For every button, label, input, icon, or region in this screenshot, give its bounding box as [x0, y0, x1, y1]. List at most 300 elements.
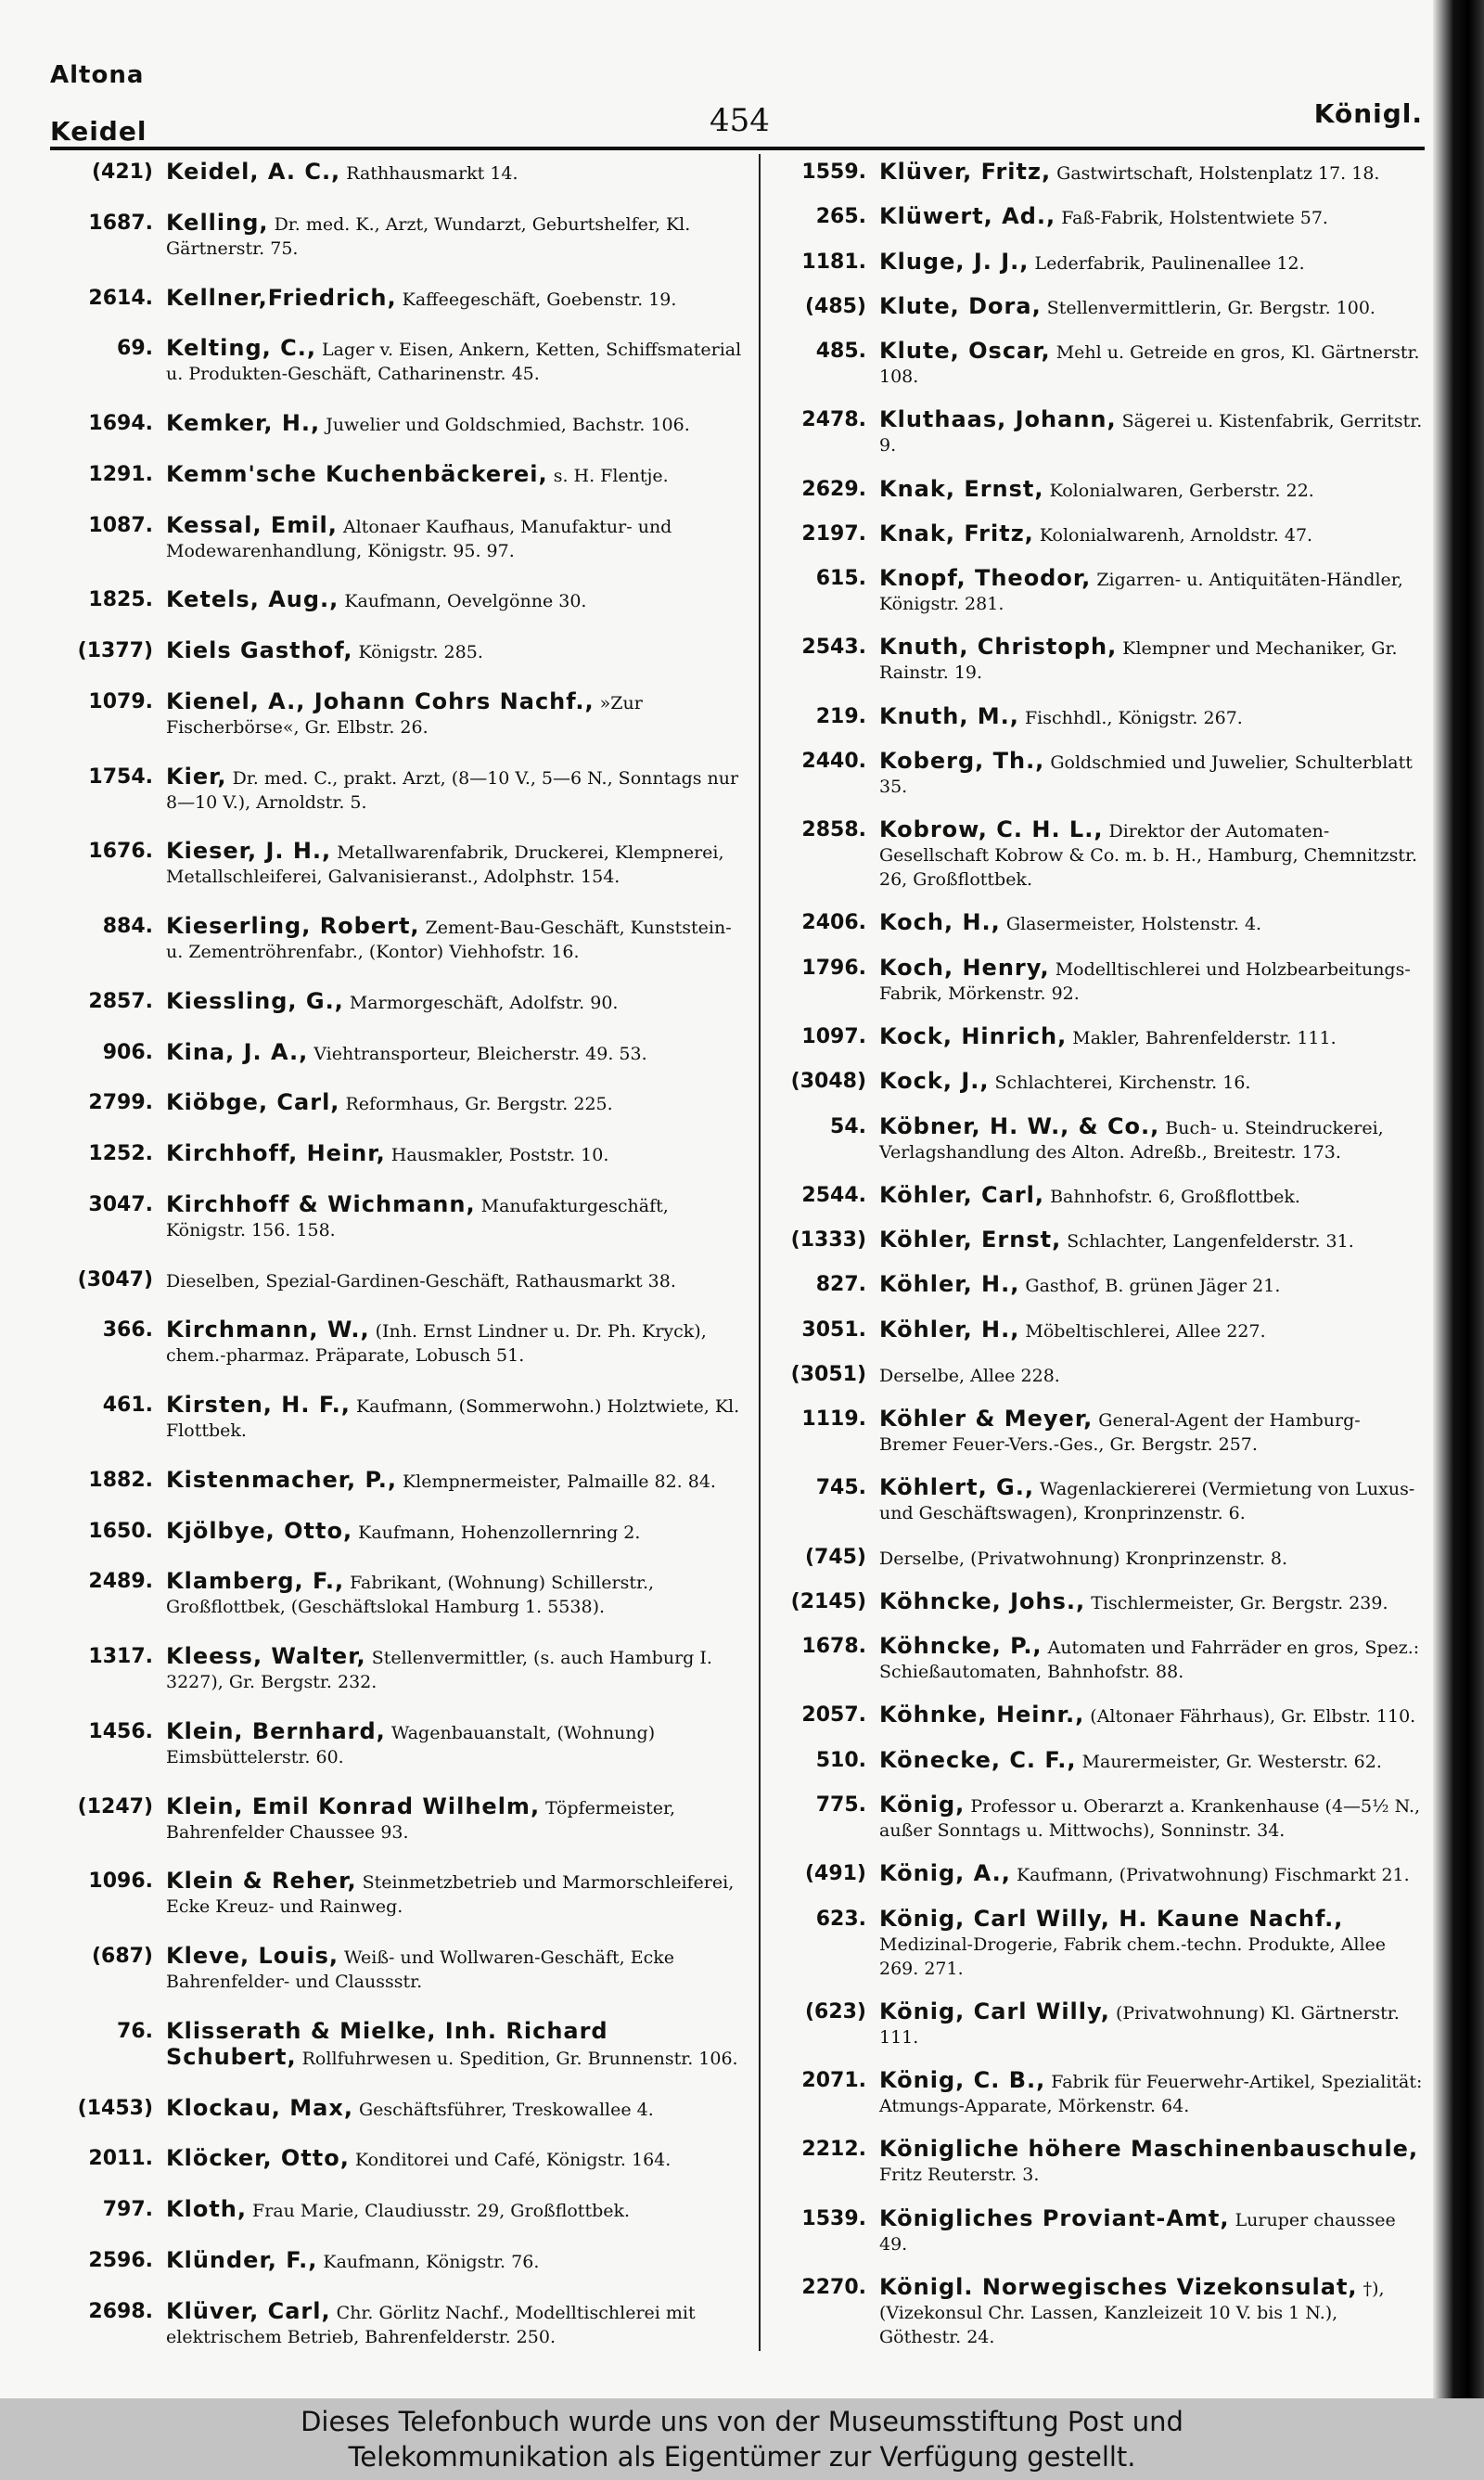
phone-number: 1882.	[88, 1468, 153, 1492]
directory-entry	[28, 989, 742, 1015]
entry-details: Wagenlackiererei (Vermietung von Luxus- und Geschäftswagen), Kronprinzenstr. 6.	[879, 1479, 1415, 1524]
directory-entry	[766, 2137, 1425, 2187]
phone-number: 265.	[815, 205, 866, 229]
entry-details: Kolonialwaren, Gerberstr. 22.	[1049, 480, 1314, 501]
entry-name: Kirchmann, W.,	[166, 1317, 370, 1343]
directory-entry	[766, 477, 1425, 503]
entry-text	[166, 765, 742, 815]
phone-number: 1097.	[801, 1024, 866, 1048]
directory-entry	[28, 286, 742, 312]
phone-number: 485.	[815, 340, 866, 364]
phone-number: 2071.	[801, 2069, 866, 2093]
entry-text	[879, 477, 1425, 503]
entry-details: Altonaer Kaufhaus, Manufaktur- und Modewarenhandlung, Königstr. 95. 97.	[166, 516, 672, 561]
entry-details: (Inh. Ernst Lindner u. Dr. Ph. Kryck), chem.-pharmaz. Präparate, Lobusch 51.	[166, 1321, 707, 1367]
directory-entry	[766, 160, 1425, 186]
entry-details: s. H. Flentje.	[553, 465, 669, 486]
directory-entry	[28, 336, 742, 386]
phone-number: (3051)	[790, 1362, 866, 1386]
phone-number: 1291.	[88, 462, 153, 486]
entry-details: Kaufmann, (Privatwohnung) Fischmarkt 21.	[1016, 1865, 1410, 1886]
entry-text	[166, 1141, 742, 1167]
entry-name: Klockau, Max,	[166, 2094, 353, 2121]
phone-number: 2212.	[801, 2138, 866, 2162]
entry-details: Lager v. Eisen, Ankern, Ketten, Schiffsmaterial u. Produkten-Geschäft, Catharinenstr. 45.	[166, 340, 742, 385]
directory-entry	[28, 2146, 742, 2172]
entry-name: Kier,	[166, 763, 227, 790]
entry-text	[879, 1407, 1425, 1457]
entry-details: Lederfabrik, Paulinenallee 12.	[1034, 252, 1305, 274]
header-last-name: Königl.	[1313, 98, 1423, 129]
entry-text	[166, 286, 742, 312]
phone-number: 797.	[102, 2198, 153, 2221]
phone-number: 2057.	[801, 1703, 866, 1728]
entry-details: (Privatwohnung) Kl. Gärtnerstr. 111.	[879, 2002, 1400, 2048]
entry-name: Kock, Hinrich,	[879, 1022, 1068, 1049]
entry-name: Kleess, Walter,	[166, 1643, 366, 1669]
entry-details: Töpfermeister, Bahrenfelder Chaussee 93.	[166, 1797, 676, 1843]
entry-details: Metallwarenfabrik, Druckerei, Klempnerei, Metallschleiferei, Galvanisieranst., Adolphstr. 154.	[166, 842, 724, 888]
entry-details: Weiß- und Wollwaren-Geschäft, Ecke Bahrenfelder- und Claussstr.	[166, 1947, 674, 1992]
entry-details: Medizinal-Drogerie, Fabrik chem.-techn. Produkte, Allee 269. 271.	[879, 1934, 1387, 1979]
entry-details: Kaufmann, (Sommerwohn.) Holztwiete, Kl. Flottbek.	[166, 1396, 740, 1441]
entry-name: Klünder, F.,	[166, 2246, 318, 2273]
entry-text	[879, 704, 1425, 730]
entry-name: Köhler, H.,	[879, 1271, 1020, 1298]
entry-text	[879, 956, 1425, 1006]
phone-number: 2406.	[801, 911, 866, 935]
entry-text	[166, 2299, 742, 2349]
footer-notice	[0, 2398, 1484, 2480]
phone-number: 2698.	[88, 2299, 153, 2323]
phone-number: (3047)	[77, 1267, 153, 1291]
directory-entry	[28, 411, 742, 437]
phone-number: 76.	[117, 2019, 153, 2043]
entry-details: Professor u. Oberarzt a. Krankenhause (4—5½ N., außer Sonntags u. Mittwochs), Sonninstr. 34.	[879, 1795, 1421, 1841]
entry-details: Gasthof, B. grünen Jäger 21.	[1025, 1276, 1281, 1297]
entry-details: Automaten und Fahrräder en gros, Spez.: Schießautomaten, Bahnhofstr. 88.	[879, 1638, 1420, 1683]
directory-entry	[766, 956, 1425, 1006]
header-place: Altona	[50, 61, 145, 89]
entry-details: Fabrik für Feuerwehr-Artikel, Spezialität: Atmungs-Apparate, Mörkenstr. 64.	[879, 2072, 1423, 2117]
entry-details: Stellenvermittler, (s. auch Hamburg I. 3227), Gr. Bergstr. 232.	[166, 1648, 712, 1692]
entry-name: König, Carl Willy, H. Kaune Nachf.,	[879, 1905, 1344, 1932]
entry-text	[166, 1944, 742, 1994]
entry-name: Kirsten, H. F.,	[166, 1392, 351, 1418]
phone-number: 1559.	[801, 161, 866, 184]
entry-text	[166, 1468, 742, 1494]
entry-name: Klüver, Carl,	[166, 2297, 331, 2324]
directory-entry	[28, 1794, 742, 1844]
entry-name: Kemker, H.,	[166, 410, 321, 436]
phone-number: (745)	[804, 1545, 866, 1569]
entry-name: Kelting, C.,	[166, 335, 316, 362]
directory-entry	[28, 1944, 742, 1994]
entry-name: Knak, Ernst,	[879, 475, 1044, 502]
directory-entry	[766, 1545, 1425, 1571]
entry-name: Köhncke, P.,	[879, 1633, 1043, 1660]
phone-number: 2858.	[801, 818, 866, 842]
entry-name: Klüver, Fritz,	[879, 159, 1052, 185]
entry-text	[879, 339, 1425, 389]
phone-number: 1079.	[88, 689, 153, 713]
directory-entry	[766, 1227, 1425, 1253]
entry-text	[879, 1748, 1425, 1774]
right-column	[766, 160, 1425, 2349]
directory-entry	[766, 294, 1425, 320]
entry-text	[879, 1861, 1425, 1887]
entry-name: Knopf, Theodor,	[879, 565, 1092, 592]
entry-details: »Zur Fischerbörse«, Gr. Elbstr. 26.	[166, 692, 643, 738]
entry-details: Direktor der Automaten-Gesellschaft Kobrow & Co. m. b. H., Hamburg, Chemnitzstr. 26, Großflottbek.	[879, 821, 1418, 891]
entry-name: Kemm'sche Kuchenbäckerei,	[166, 460, 548, 487]
entry-text	[879, 749, 1425, 799]
column-divider	[759, 154, 761, 2351]
directory-entry	[28, 1468, 742, 1494]
directory-entry	[766, 339, 1425, 389]
entry-name: Kelling,	[166, 209, 269, 236]
directory-entry	[766, 1589, 1425, 1615]
directory-entry	[28, 1519, 742, 1545]
phone-number: 1252.	[88, 1142, 153, 1165]
phone-number: 2478.	[801, 408, 866, 432]
directory-entry	[766, 1861, 1425, 1887]
entry-details: Zement-Bau-Geschäft, Kunststein- u. Zementröhrenfabr., (Kontor) Viehhofstr. 16.	[166, 918, 732, 962]
entry-details: Derselbe, (Privatwohnung) Kronprinzenstr. 8.	[879, 1548, 1288, 1569]
directory-entry	[766, 1362, 1425, 1388]
entry-text	[166, 2146, 742, 2172]
entry-text	[879, 2206, 1425, 2256]
directory-entry	[28, 1644, 742, 1694]
directory-entry	[766, 1407, 1425, 1457]
phone-number: 775.	[815, 1793, 866, 1817]
entry-name: Koch, Henry,	[879, 954, 1050, 981]
phone-number: 745.	[815, 1476, 866, 1500]
entry-text	[879, 1069, 1425, 1095]
directory-entry	[766, 635, 1425, 685]
directory-entry	[766, 204, 1425, 230]
entry-name: Kistenmacher, P.,	[166, 1466, 397, 1493]
directory-entry	[28, 1869, 742, 1919]
entry-details: Gastwirtschaft, Holstenplatz 17. 18.	[1056, 163, 1380, 184]
entry-name: Klüwert, Ad.,	[879, 203, 1056, 230]
entry-details: Kaffeegeschäft, Goebenstr. 19.	[402, 289, 677, 310]
entry-name: König,	[879, 1791, 966, 1818]
entry-text	[879, 407, 1425, 457]
entry-details: Reformhaus, Gr. Bergstr. 225.	[345, 1094, 613, 1115]
entry-details: Kaufmann, Oevelgönne 30.	[344, 591, 587, 612]
directory-entry	[766, 1183, 1425, 1209]
directory-entry	[28, 1267, 742, 1293]
phone-number: (687)	[91, 1945, 153, 1968]
directory-entry	[766, 704, 1425, 730]
entry-details: Schlachter, Langenfelderstr. 31.	[1067, 1231, 1354, 1253]
entry-details: Manufakturgeschäft, Königstr. 156. 158.	[166, 1195, 669, 1240]
entry-details: Tischlermeister, Gr. Bergstr. 239.	[1091, 1592, 1388, 1613]
entry-details: Mehl u. Getreide en gros, Kl. Gärtnerstr. 108.	[879, 342, 1420, 388]
entry-name: Kirchhoff & Wichmann,	[166, 1190, 476, 1217]
entry-text	[166, 2096, 742, 2122]
entry-details: Marmorgeschäft, Adolfstr. 90.	[349, 992, 619, 1013]
entry-text	[166, 1393, 742, 1443]
directory-entry	[28, 160, 742, 186]
phone-number: 219.	[815, 704, 866, 728]
phone-number: 1676.	[88, 840, 153, 864]
entry-text	[166, 1317, 742, 1368]
entry-details: Viehtransporteur, Bleicherstr. 49. 53.	[313, 1043, 647, 1064]
entry-text	[166, 2248, 742, 2274]
book-spine-shadow	[1433, 0, 1484, 2398]
phone-number: 1539.	[801, 2206, 866, 2230]
entry-details: †), (Vizekonsul Chr. Lassen, Kanzleizeit 10 V. bis 1 N.), Göthestr. 24.	[879, 2278, 1385, 2347]
phone-number: (3048)	[790, 1070, 866, 1094]
entry-text	[879, 1114, 1425, 1164]
phone-number: 2440.	[801, 749, 866, 773]
entry-details: Rathhausmarkt 14.	[346, 163, 518, 184]
directory-entry	[766, 250, 1425, 276]
entry-name: Kiöbge, Carl,	[166, 1089, 340, 1116]
phone-number: 2857.	[88, 989, 153, 1013]
entry-details: Schlachterei, Kirchenstr. 16.	[994, 1073, 1251, 1094]
entry-text	[879, 2275, 1425, 2349]
entry-details: Klempner und Mechaniker, Gr. Rainstr. 19.	[879, 638, 1398, 684]
phone-number: 366.	[102, 1318, 153, 1343]
entry-name: Köhler, Ernst,	[879, 1227, 1062, 1253]
directory-entry	[766, 2206, 1425, 2256]
left-column	[28, 160, 742, 2349]
entry-details: Maurermeister, Gr. Westerstr. 62.	[1081, 1751, 1382, 1772]
footer-line-2: Telekommunikation als Eigentümer zur Verfügung gestellt.	[348, 2441, 1136, 2473]
entry-details: Klempnermeister, Palmaille 82. 84.	[402, 1471, 716, 1492]
footer-line-1: Dieses Telefonbuch wurde uns von der Museumsstiftung Post und	[301, 2406, 1183, 2437]
entry-details: Bahnhofstr. 6, Großflottbek.	[1050, 1186, 1300, 1207]
entry-text	[166, 989, 742, 1015]
entry-text	[166, 1869, 742, 1919]
entry-name: Königl. Norwegisches Vizekonsulat,	[879, 2273, 1358, 2300]
entry-text	[166, 336, 742, 386]
entry-text	[166, 587, 742, 613]
entry-text	[166, 1040, 742, 1066]
phone-number: 1096.	[88, 1870, 153, 1894]
directory-entry	[28, 839, 742, 889]
entry-details: Dr. med. C., prakt. Arzt, (8—10 V., 5—6 N., Sonntags nur 8—10 V.), Arnoldstr. 5.	[166, 767, 739, 813]
entry-details: Sägerei u. Kistenfabrik, Gerritstr. 9.	[879, 411, 1423, 456]
entry-name: Köhlert, G.,	[879, 1474, 1034, 1501]
directory-entry	[766, 817, 1425, 892]
entry-details: Chr. Görlitz Nachf., Modelltischlerei mit elektrischem Betrieb, Bahrenfelderstr. 250.	[166, 2302, 696, 2347]
entry-text	[166, 1794, 742, 1844]
directory-entry	[766, 910, 1425, 936]
entry-details: Rollfuhrwesen u. Spedition, Gr. Brunnenstr. 106.	[301, 2048, 738, 2069]
entry-name: Köhler & Meyer,	[879, 1406, 1094, 1433]
phone-number: (1453)	[77, 2096, 153, 2120]
directory-entry	[766, 1999, 1425, 2050]
directory-entry	[766, 2275, 1425, 2349]
entry-text	[166, 1090, 742, 1116]
phone-number: 623.	[815, 1907, 866, 1931]
entry-details: Frau Marie, Claudiusstr. 29, Großflottbek.	[252, 2201, 631, 2221]
directory-entry	[766, 1114, 1425, 1164]
phone-number: (2145)	[790, 1589, 866, 1613]
directory-entry	[28, 1141, 742, 1167]
entry-text	[879, 1475, 1425, 1525]
entry-name: Kirchhoff, Heinr,	[166, 1140, 386, 1166]
entry-text	[879, 817, 1425, 892]
phone-number: 2011.	[88, 2147, 153, 2171]
phone-number: 1456.	[88, 1719, 153, 1743]
entry-details: Konditorei und Café, Königstr. 164.	[354, 2150, 672, 2171]
entry-name: Klein & Reher,	[166, 1868, 357, 1895]
phone-number: 2489.	[88, 1570, 153, 1594]
phone-number: 1694.	[88, 412, 153, 435]
entry-text	[166, 1192, 742, 1242]
directory-entry	[28, 1719, 742, 1769]
entry-text	[166, 1569, 742, 1619]
entry-details: Buch- u. Steindruckerei, Verlagshandlung des Alton. Adreßb., Breitestr. 173.	[879, 1117, 1384, 1163]
entry-details: Kaufmann, Hohenzollernring 2.	[358, 1522, 641, 1543]
entry-text	[166, 1719, 742, 1769]
page-number: 454	[710, 102, 770, 139]
entry-name: Knak, Fritz,	[879, 520, 1034, 546]
entry-name: Kellner,Friedrich,	[166, 284, 397, 311]
phone-number: (485)	[804, 294, 866, 318]
header-first-name: Keidel	[50, 116, 147, 147]
entry-text	[166, 462, 742, 488]
directory-entry	[28, 765, 742, 815]
phone-number: 2629.	[801, 477, 866, 501]
entry-text	[879, 521, 1425, 547]
entry-text	[166, 513, 742, 563]
entry-name: Kluthaas, Johann,	[879, 406, 1117, 433]
entry-text	[879, 2137, 1425, 2187]
entry-name: Königliches Proviant-Amt,	[879, 2204, 1230, 2231]
entry-details: Geschäftsführer, Treskowallee 4.	[358, 2099, 654, 2120]
phone-number: (623)	[804, 1999, 866, 2024]
entry-details: Hausmakler, Poststr. 10.	[390, 1145, 609, 1165]
entry-details: Möbeltischlerei, Allee 227.	[1025, 1320, 1266, 1342]
entry-text	[879, 1227, 1425, 1253]
entry-text	[879, 160, 1425, 186]
entry-details: Fischhdl., Königstr. 267.	[1024, 707, 1243, 728]
entry-text	[879, 1024, 1425, 1050]
phone-number: 2544.	[801, 1183, 866, 1207]
entry-text	[879, 1907, 1425, 1981]
entry-name: Kessal, Emil,	[166, 511, 338, 538]
entry-details: Derselbe, Allee 228.	[879, 1365, 1060, 1386]
header-rule	[50, 147, 1425, 150]
entry-name: Klamberg, F.,	[166, 1568, 345, 1595]
phone-number: 3047.	[88, 1192, 153, 1216]
phone-number: 615.	[815, 567, 866, 591]
phone-number: 1181.	[801, 250, 866, 274]
entry-text	[166, 211, 742, 261]
entry-details: Kolonialwarenh, Arnoldstr. 47.	[1039, 524, 1313, 546]
directory-entry	[766, 1748, 1425, 1774]
entry-name: König, C. B.,	[879, 2067, 1046, 2094]
entry-name: Ketels, Aug.,	[166, 586, 339, 613]
phone-number: 1678.	[801, 1635, 866, 1659]
entry-name: Kobrow, C. H. L.,	[879, 816, 1104, 843]
entry-details: Steinmetzbetrieb und Marmorschleiferei, Ecke Kreuz- und Rainweg.	[166, 1872, 735, 1918]
directory-entry	[28, 2299, 742, 2349]
entry-text	[166, 689, 742, 739]
entry-details: Königstr. 285.	[358, 642, 483, 662]
phone-number: 906.	[102, 1040, 153, 1064]
phone-number: (1333)	[790, 1228, 866, 1253]
entry-details: Wagenbauanstalt, (Wohnung) Eimsbüttelerstr. 60.	[166, 1722, 656, 1767]
entry-text	[879, 1703, 1425, 1728]
entry-name: Koberg, Th.,	[879, 747, 1045, 774]
entry-name: Kiels Gasthof,	[166, 637, 353, 663]
entry-text	[166, 1267, 742, 1293]
directory-entry	[766, 566, 1425, 616]
entry-details: Zigarren- u. Antiquitäten-Händler, Königstr. 281.	[879, 570, 1403, 615]
entry-name: Koch, H.,	[879, 909, 1001, 936]
directory-entry	[766, 1793, 1425, 1843]
entry-name: Keidel, A. C.,	[166, 159, 341, 185]
phone-number: 1825.	[88, 588, 153, 612]
directory-entry	[766, 1475, 1425, 1525]
entry-name: Kjölbye, Otto,	[166, 1517, 353, 1544]
phone-number: (1247)	[77, 1794, 153, 1818]
entry-name: König, A.,	[879, 1860, 1011, 1887]
phone-number: 1754.	[88, 765, 153, 789]
directory-entry	[28, 638, 742, 664]
directory-entry	[766, 1272, 1425, 1298]
directory-entry	[28, 513, 742, 563]
phone-number: 1087.	[88, 513, 153, 537]
entry-name: König, Carl Willy,	[879, 1998, 1110, 2024]
phone-number: 54.	[830, 1114, 866, 1138]
phone-number: 2197.	[801, 521, 866, 546]
entry-text	[879, 250, 1425, 276]
entry-text	[879, 566, 1425, 616]
directory-entry	[766, 749, 1425, 799]
entry-name: Knuth, M.,	[879, 702, 1019, 729]
entry-details: Luruper chaussee 49.	[879, 2209, 1396, 2255]
entry-name: Klöcker, Otto,	[166, 2145, 350, 2172]
entry-name: Kock, J.,	[879, 1068, 990, 1095]
entry-text	[166, 1519, 742, 1545]
entry-details: Fritz Reuterstr. 3.	[879, 2165, 1040, 2186]
entry-text	[166, 411, 742, 437]
entry-details: Dr. med. K., Arzt, Wundarzt, Geburtshelfer, Kl. Gärtnerstr. 75.	[166, 213, 691, 259]
entry-text	[166, 638, 742, 664]
entry-name: Klute, Oscar,	[879, 338, 1051, 365]
entry-details: Fabrikant, (Wohnung) Schillerstr., Großflottbek, (Geschäftslokal Hamburg 1. 5538).	[166, 1573, 655, 1618]
entry-name: Klute, Dora,	[879, 292, 1042, 319]
phone-number: 2614.	[88, 286, 153, 310]
directory-entry	[766, 521, 1425, 547]
phone-number: 69.	[117, 337, 153, 361]
entry-details: (Altonaer Fährhaus), Gr. Elbstr. 110.	[1090, 1706, 1416, 1728]
directory-entry	[28, 1040, 742, 1066]
entry-details: Makler, Bahrenfelderstr. 111.	[1072, 1027, 1337, 1048]
entry-text	[166, 914, 742, 964]
entry-text	[879, 1272, 1425, 1298]
directory-entry	[28, 1090, 742, 1116]
phone-number: 3051.	[801, 1317, 866, 1342]
entry-text	[879, 1545, 1425, 1571]
entry-name: Kienel, A., Johann Cohrs Nachf.,	[166, 687, 595, 714]
entry-name: Klein, Bernhard,	[166, 1717, 386, 1744]
entry-name: Kieserling, Robert,	[166, 913, 420, 939]
entry-details: Kaufmann, Königstr. 76.	[323, 2251, 540, 2272]
entry-details: General-Agent der Hamburg-Bremer Feuer-Vers.-Ges., Gr. Bergstr. 257.	[879, 1410, 1361, 1456]
entry-name: Klisserath & Mielke, Inh. Richard Schubert,	[166, 2017, 608, 2070]
phone-number: 1317.	[88, 1645, 153, 1668]
phone-number: (421)	[91, 161, 153, 184]
